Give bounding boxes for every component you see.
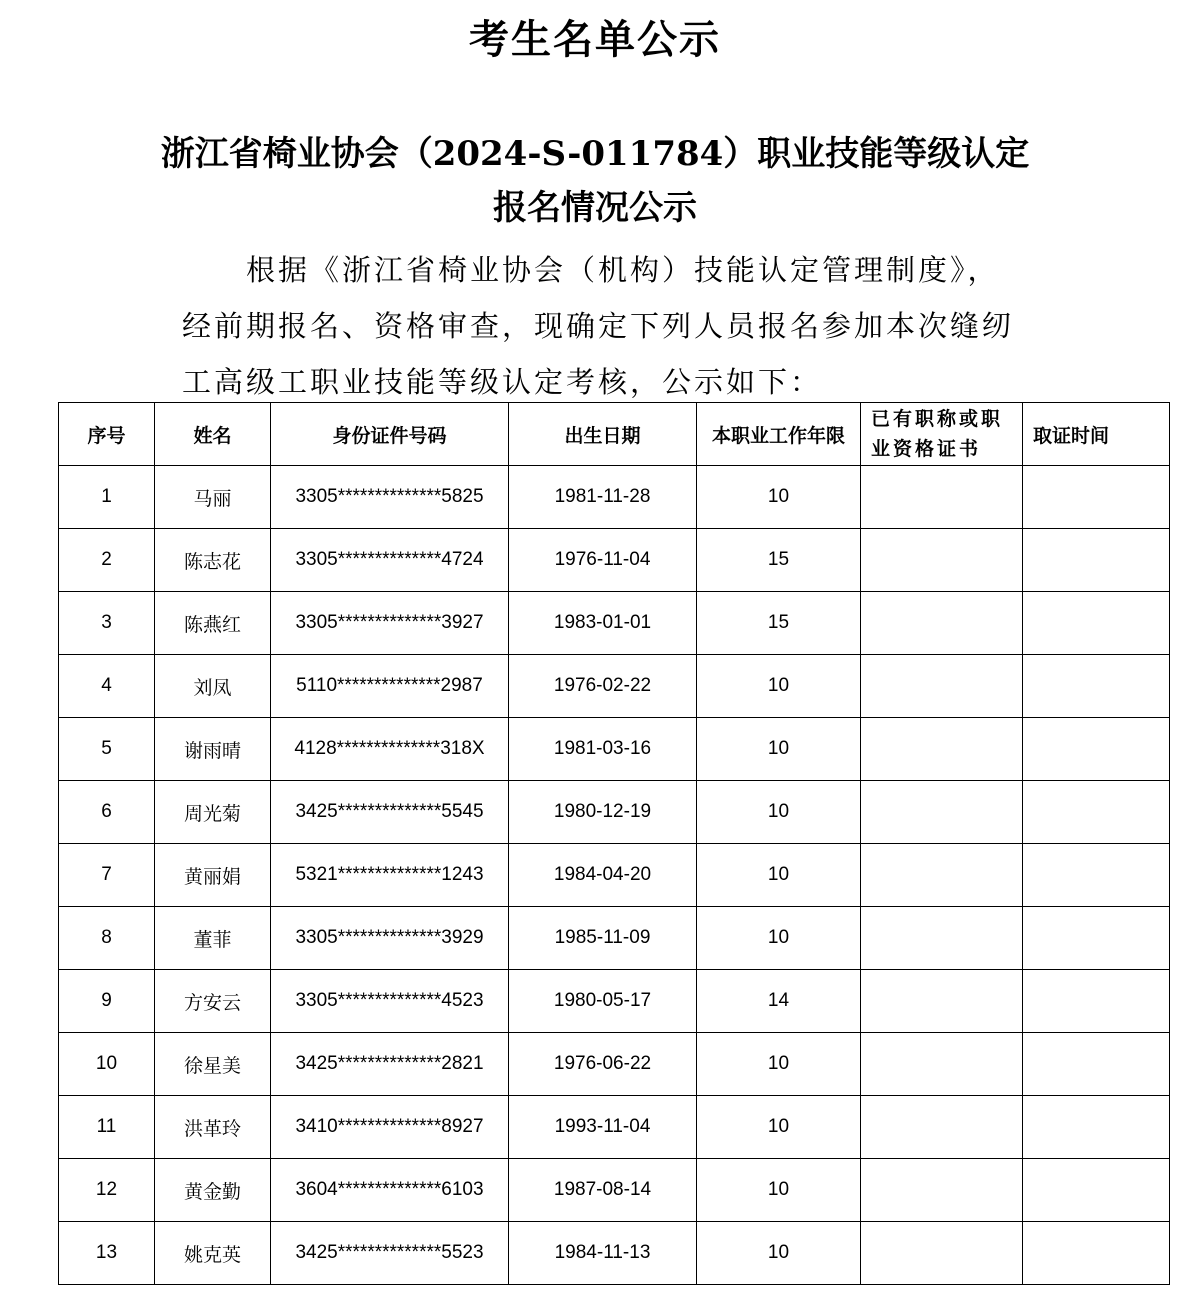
cell-certificate-time xyxy=(1023,466,1170,529)
cell-birth-date: 1993-11-04 xyxy=(509,1096,697,1159)
cell-seq: 13 xyxy=(59,1222,155,1285)
cell-birth-date: 1976-06-22 xyxy=(509,1033,697,1096)
cell-certificate-time xyxy=(1023,529,1170,592)
table-header-row xyxy=(59,403,1170,466)
cell-work-years: 10 xyxy=(697,466,861,529)
table-body xyxy=(59,466,1170,1285)
cell-existing-certificate xyxy=(861,529,1023,592)
cell-birth-date: 1984-11-13 xyxy=(509,1222,697,1285)
table-row xyxy=(59,655,1170,718)
header-birth-date: 出生日期 xyxy=(509,403,697,466)
cell-birth-date: 1976-11-04 xyxy=(509,529,697,592)
cell-name: 陈志花 xyxy=(155,529,271,592)
cell-id-number: 3604**************6103 xyxy=(271,1159,509,1222)
cell-id-number: 3410**************8927 xyxy=(271,1096,509,1159)
cell-existing-certificate xyxy=(861,1033,1023,1096)
cell-id-number: 3305**************4523 xyxy=(271,970,509,1033)
cell-seq: 2 xyxy=(59,529,155,592)
cell-birth-date: 1985-11-09 xyxy=(509,907,697,970)
cell-id-number: 3425**************5523 xyxy=(271,1222,509,1285)
notice-paragraph-line1: 根据《浙江省椅业协会（机构）技能认定管理制度》， xyxy=(246,253,1000,287)
cell-id-number: 5110**************2987 xyxy=(271,655,509,718)
header-work-years: 本职业工作年限 xyxy=(697,403,861,466)
cell-certificate-time xyxy=(1023,844,1170,907)
cell-name: 黄金勤 xyxy=(155,1159,271,1222)
cell-birth-date: 1981-03-16 xyxy=(509,718,697,781)
cell-certificate-time xyxy=(1023,1222,1170,1285)
cell-existing-certificate xyxy=(861,466,1023,529)
cell-seq: 7 xyxy=(59,844,155,907)
cell-birth-date: 1976-02-22 xyxy=(509,655,697,718)
notice-subtitle-line1: 浙江省椅业协会（2024-S-011784）职业技能等级认定 xyxy=(160,134,1030,174)
cell-name: 方安云 xyxy=(155,970,271,1033)
cell-work-years: 10 xyxy=(697,1033,861,1096)
cell-birth-date: 1980-12-19 xyxy=(509,781,697,844)
cell-certificate-time xyxy=(1023,1096,1170,1159)
table-row xyxy=(59,466,1170,529)
cell-name: 谢雨晴 xyxy=(155,718,271,781)
cell-id-number: 3305**************3929 xyxy=(271,907,509,970)
cell-id-number: 3305**************3927 xyxy=(271,592,509,655)
cell-certificate-time xyxy=(1023,1033,1170,1096)
cell-name: 黄丽娟 xyxy=(155,844,271,907)
cell-existing-certificate xyxy=(861,970,1023,1033)
cell-existing-certificate xyxy=(861,907,1023,970)
page-title: 考生名单公示 xyxy=(469,16,721,63)
cell-existing-certificate xyxy=(861,1222,1023,1285)
cell-existing-certificate xyxy=(861,1096,1023,1159)
cell-work-years: 14 xyxy=(697,970,861,1033)
cell-seq: 3 xyxy=(59,592,155,655)
header-id-number: 身份证件号码 xyxy=(271,403,509,466)
cell-id-number: 3425**************2821 xyxy=(271,1033,509,1096)
cell-id-number: 5321**************1243 xyxy=(271,844,509,907)
cell-seq: 10 xyxy=(59,1033,155,1096)
cell-name: 马丽 xyxy=(155,466,271,529)
cell-existing-certificate xyxy=(861,844,1023,907)
cell-work-years: 15 xyxy=(697,592,861,655)
cell-birth-date: 1987-08-14 xyxy=(509,1159,697,1222)
cell-work-years: 10 xyxy=(697,718,861,781)
cell-work-years: 10 xyxy=(697,781,861,844)
cell-work-years: 10 xyxy=(697,1096,861,1159)
cell-certificate-time xyxy=(1023,907,1170,970)
cell-work-years: 10 xyxy=(697,655,861,718)
cell-name: 徐星美 xyxy=(155,1033,271,1096)
cell-birth-date: 1983-01-01 xyxy=(509,592,697,655)
cell-name: 洪革玲 xyxy=(155,1096,271,1159)
cell-certificate-time xyxy=(1023,1159,1170,1222)
cell-certificate-time xyxy=(1023,718,1170,781)
table-row xyxy=(59,529,1170,592)
cell-birth-date: 1980-05-17 xyxy=(509,970,697,1033)
cell-seq: 6 xyxy=(59,781,155,844)
header-existing-certificate: 已有职称或职业资格证书 xyxy=(861,403,1023,466)
cell-seq: 8 xyxy=(59,907,155,970)
header-name: 姓名 xyxy=(155,403,271,466)
cell-work-years: 10 xyxy=(697,1159,861,1222)
cell-seq: 9 xyxy=(59,970,155,1033)
cell-seq: 4 xyxy=(59,655,155,718)
header-seq: 序号 xyxy=(59,403,155,466)
cell-certificate-time xyxy=(1023,781,1170,844)
candidate-table xyxy=(58,402,1170,1285)
cell-id-number: 3305**************4724 xyxy=(271,529,509,592)
table-row xyxy=(59,907,1170,970)
table-row xyxy=(59,1159,1170,1222)
cell-work-years: 10 xyxy=(697,844,861,907)
cell-existing-certificate xyxy=(861,718,1023,781)
cell-id-number: 3425**************5545 xyxy=(271,781,509,844)
cell-birth-date: 1981-11-28 xyxy=(509,466,697,529)
table-row xyxy=(59,970,1170,1033)
notice-paragraph-line3: 工高级工职业技能等级认定考核，公示如下： xyxy=(182,365,823,399)
cell-id-number: 3305**************5825 xyxy=(271,466,509,529)
cell-id-number: 4128**************318X xyxy=(271,718,509,781)
cell-birth-date: 1984-04-20 xyxy=(509,844,697,907)
cell-name: 周光菊 xyxy=(155,781,271,844)
cell-work-years: 10 xyxy=(697,907,861,970)
cell-certificate-time xyxy=(1023,592,1170,655)
cell-name: 董菲 xyxy=(155,907,271,970)
cell-existing-certificate xyxy=(861,781,1023,844)
table-row xyxy=(59,1096,1170,1159)
cell-name: 刘凤 xyxy=(155,655,271,718)
table-row xyxy=(59,718,1170,781)
cell-certificate-time xyxy=(1023,655,1170,718)
cell-existing-certificate xyxy=(861,655,1023,718)
cell-seq: 11 xyxy=(59,1096,155,1159)
notice-subtitle-line2: 报名情况公示 xyxy=(493,188,697,228)
cell-existing-certificate xyxy=(861,1159,1023,1222)
table-row xyxy=(59,844,1170,907)
cell-work-years: 15 xyxy=(697,529,861,592)
cell-work-years: 10 xyxy=(697,1222,861,1285)
cell-name: 陈燕红 xyxy=(155,592,271,655)
cell-existing-certificate xyxy=(861,592,1023,655)
table-row xyxy=(59,1033,1170,1096)
table-row xyxy=(59,1222,1170,1285)
cell-certificate-time xyxy=(1023,970,1170,1033)
cell-name: 姚克英 xyxy=(155,1222,271,1285)
cell-seq: 5 xyxy=(59,718,155,781)
notice-paragraph-line2: 经前期报名、资格审查，现确定下列人员报名参加本次缝纫 xyxy=(182,309,1015,343)
cell-seq: 1 xyxy=(59,466,155,529)
table-row xyxy=(59,592,1170,655)
table-row xyxy=(59,781,1170,844)
header-certificate-time: 取证时间 xyxy=(1023,403,1170,466)
cell-seq: 12 xyxy=(59,1159,155,1222)
